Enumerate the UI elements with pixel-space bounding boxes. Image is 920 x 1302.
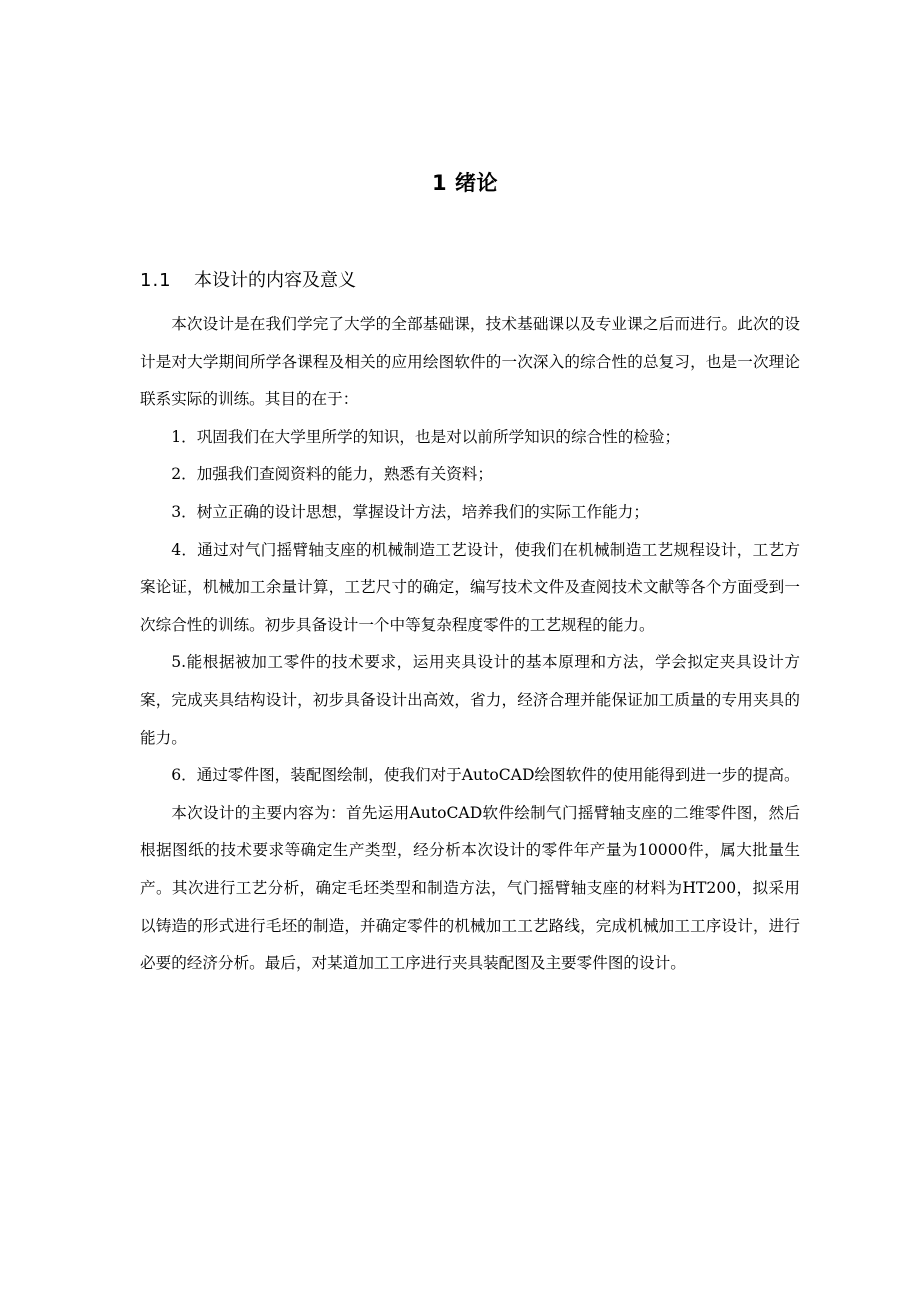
body-text xyxy=(140,306,800,983)
list-item-5: 5.能根据被加工零件的技术要求，运用夹具设计的基本原理和方法，学会拟定夹具设计方案，完成夹具结构设计，初步具备设计出高效，省力，经济合理并能保证加工质量的专用夹具的能力。 xyxy=(140,653,800,747)
list-item-4: 4．通过对气门摇臂轴支座的机械制造工艺设计，使我们在机械制造工艺规程设计，工艺方案论证，机械加工余量计算，工艺尺寸的确定，编写技术文件及查阅技术文献等各个方面受到一次综合性的训练。初步具备设计一个中等复杂程度零件的工艺规程的能力。 xyxy=(140,540,800,634)
list-item-3: 3．树立正确的设计思想，掌握设计方法，培养我们的实际工作能力； xyxy=(171,502,649,521)
paragraph-main-content: 本次设计的主要内容为：首先运用AutoCAD软件绘制气门摇臂轴支座的二维零件图，然后根据图纸的技术要求等确定生产类型，经分析本次设计的零件年产量为10000件，属大批量生产。其次进行工艺分析，确定毛坯类型和制造方法，气门摇臂轴支座的材料为HT200，拟采用以铸造的形式进行毛坯的制造，并确定零件的机械加工工艺路线，完成机械加工工序设计，进行必要的经济分析。最后，对某道加工工序进行夹具装配图及主要零件图的设计。 xyxy=(140,803,800,973)
chapter-title: 1 绪论 xyxy=(432,171,498,195)
section-heading xyxy=(140,266,800,296)
section-number: 1.1 xyxy=(140,270,172,291)
list-item-6: 6．通过零件图，装配图绘制，使我们对于AutoCAD绘图软件的使用能得到进一步的提高。 xyxy=(171,766,800,785)
section-title: 本设计的内容及意义 xyxy=(194,270,356,291)
paragraph-intro: 本次设计是在我们学完了大学的全部基础课，技术基础课以及专业课之后而进行。此次的设计是对大学期间所学各课程及相关的应用绘图软件的一次深入的综合性的总复习，也是一次理论联系实际的训练。其目的在于： xyxy=(140,315,800,409)
list-item-1: 1．巩固我们在大学里所学的知识，也是对以前所学知识的综合性的检验； xyxy=(171,427,681,446)
list-item-2: 2．加强我们查阅资料的能力，熟悉有关资料； xyxy=(171,465,493,484)
